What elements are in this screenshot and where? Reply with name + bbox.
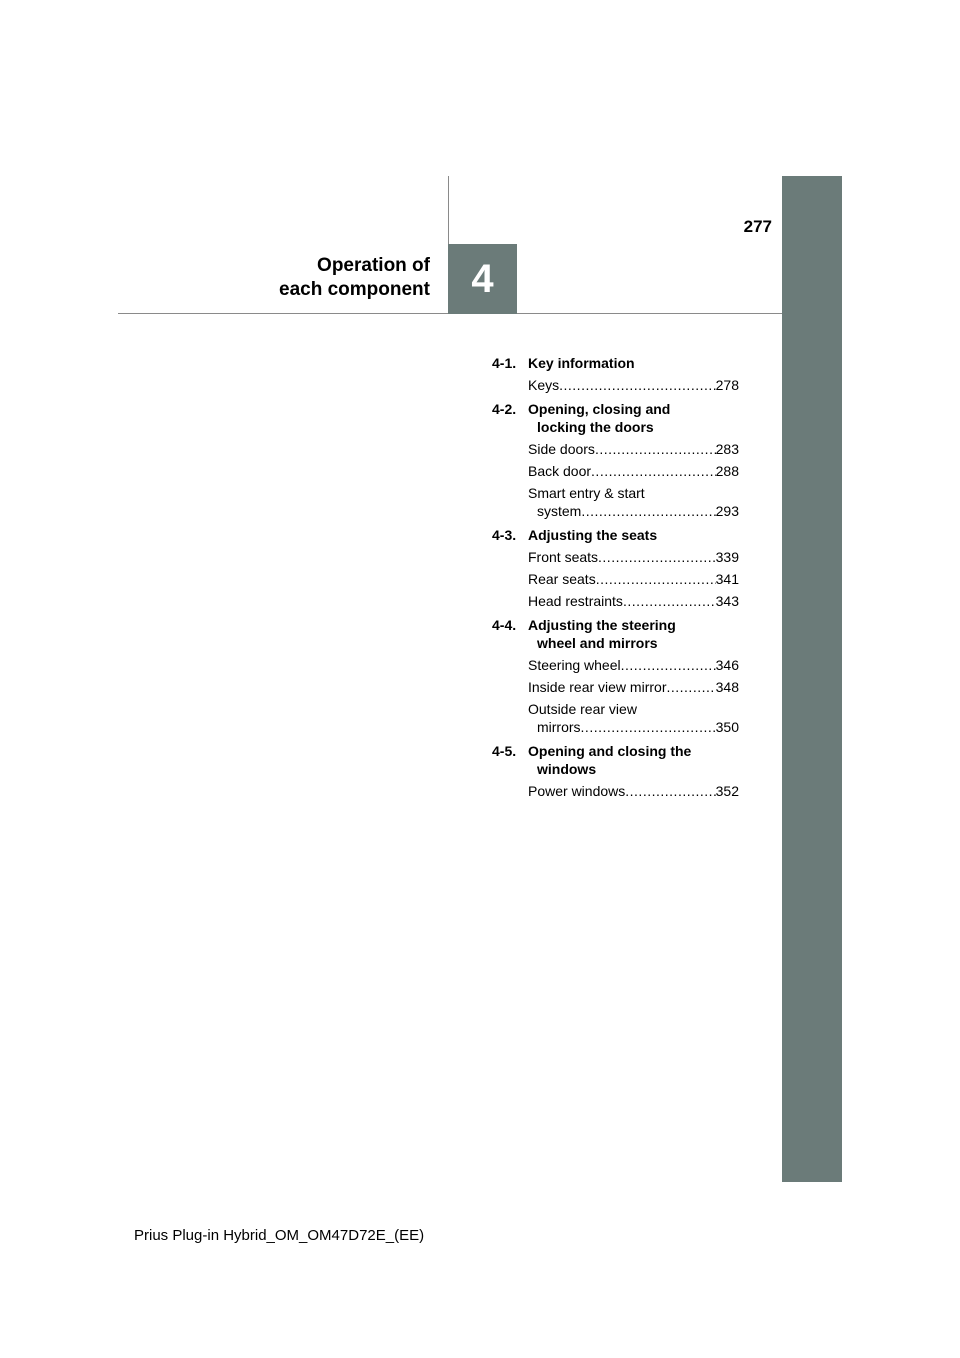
toc-leader-dots (559, 376, 716, 394)
toc-entry-title: Head restraints (528, 593, 623, 609)
toc-section-number: 4-4. (492, 617, 517, 633)
toc-entry-title: Inside rear view mirror (528, 679, 667, 695)
toc-entry[interactable] (528, 440, 739, 458)
toc-page-number: 348 (715, 679, 739, 695)
toc-entry[interactable] (528, 678, 739, 696)
header-vertical-rule (448, 176, 449, 244)
toc-page-number: 339 (715, 549, 739, 565)
toc-leader-dots (598, 548, 716, 566)
toc-entry-title: Outside rear view (528, 701, 637, 717)
toc-section-title: Opening, closing and (528, 401, 671, 417)
toc-entry-title: Power windows (528, 783, 626, 799)
toc-leader-dots (595, 440, 716, 458)
toc-entry[interactable] (528, 484, 739, 520)
chapter-number-box (448, 244, 517, 314)
toc-section-heading[interactable] (492, 616, 739, 652)
toc-section-title: Adjusting the seats (528, 527, 658, 543)
toc-leader-dots (581, 502, 715, 520)
toc-leader-dots (596, 570, 716, 588)
toc-leader-dots (591, 462, 716, 480)
toc-leader-dots (621, 656, 716, 674)
toc-entry[interactable] (528, 570, 739, 588)
toc-entry[interactable] (528, 548, 739, 566)
toc-section-number: 4-5. (492, 743, 517, 759)
toc-entry[interactable] (528, 376, 739, 394)
toc-entry-title: Back door (528, 463, 592, 479)
toc-page-number: 343 (715, 593, 739, 609)
footer-document-id: Prius Plug-in Hybrid_OM_OM47D72E_(EE) (134, 1227, 425, 1244)
toc-page-number: 352 (715, 783, 739, 799)
toc-entry-title: system (537, 503, 582, 519)
table-of-contents (492, 354, 739, 800)
toc-page-number: 288 (715, 463, 739, 479)
toc-page-number: 341 (715, 571, 739, 587)
toc-page-number: 346 (715, 657, 739, 673)
toc-page-number: 293 (715, 503, 739, 519)
toc-section-title: windows (537, 761, 597, 777)
toc-section-heading[interactable] (492, 354, 739, 372)
toc-section-heading[interactable] (492, 526, 739, 544)
page-number: 277 (743, 217, 772, 236)
toc-entry[interactable] (528, 782, 739, 800)
toc-entry-title: Rear seats (528, 571, 596, 587)
toc-section-number: 4-2. (492, 401, 517, 417)
toc-entry-title: Front seats (528, 549, 599, 565)
toc-entry[interactable] (528, 462, 739, 480)
toc-leader-dots (666, 678, 715, 696)
toc-entry-title: Steering wheel (528, 657, 621, 673)
toc-section-number: 4-1. (492, 355, 517, 371)
toc-section-title: wheel and mirrors (537, 635, 658, 651)
chapter-title-line-2: each component (279, 279, 430, 300)
toc-page-number: 350 (715, 719, 739, 735)
toc-page-number: 283 (715, 441, 739, 457)
toc-entry-title: Keys (528, 377, 560, 393)
toc-section-number: 4-3. (492, 527, 517, 543)
toc-entry-title: mirrors (537, 719, 581, 735)
toc-entry[interactable] (528, 592, 739, 610)
chapter-title-line-1: Operation of (317, 255, 430, 276)
toc-entry[interactable] (528, 656, 739, 674)
chapter-number: 4 (471, 257, 494, 301)
toc-entry-title: Side doors (528, 441, 595, 457)
toc-section-heading[interactable] (492, 742, 739, 778)
toc-section-title: locking the doors (537, 419, 654, 435)
toc-leader-dots (623, 592, 716, 610)
toc-section-title: Adjusting the steering (528, 617, 676, 633)
toc-page-number: 278 (715, 377, 739, 393)
toc-entry-title: Smart entry & start (528, 485, 645, 501)
toc-leader-dots (625, 782, 715, 800)
toc-leader-dots (581, 718, 716, 736)
chapter-title (279, 254, 430, 302)
chapter-side-tab (782, 176, 842, 1182)
toc-section-title: Key information (528, 355, 635, 371)
toc-entry[interactable] (528, 700, 739, 736)
toc-section-title: Opening and closing the (528, 743, 692, 759)
toc-section-heading[interactable] (492, 400, 739, 436)
